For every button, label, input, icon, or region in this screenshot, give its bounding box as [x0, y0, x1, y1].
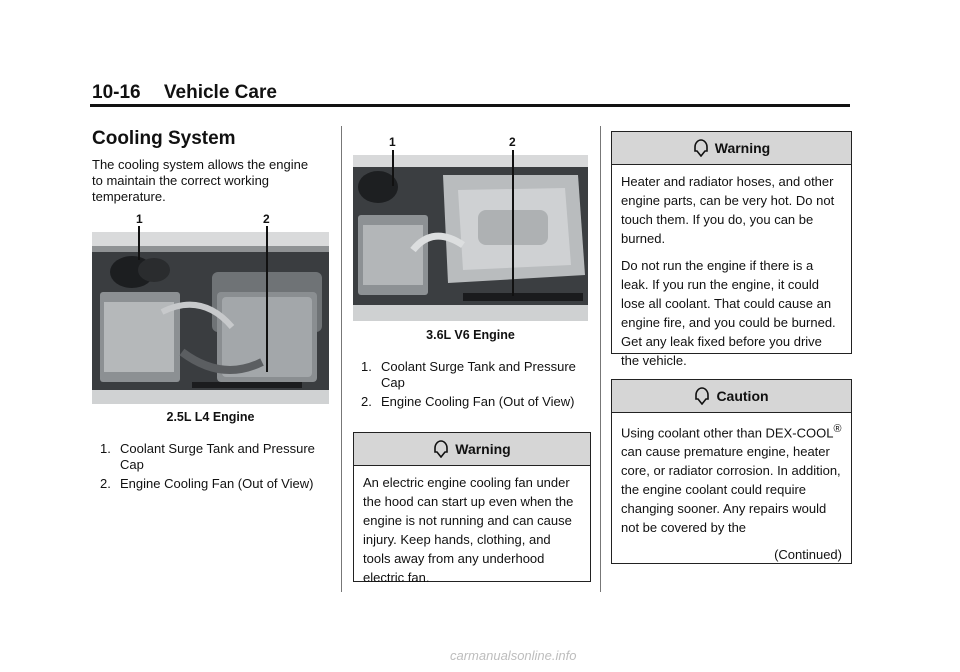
caution-box-header — [612, 380, 851, 413]
continued-label: (Continued) — [774, 547, 842, 563]
warning-box-header — [354, 433, 590, 466]
caution-text-end: can cause premature engine, heater core, or radiator corrosion. In addition, the engine coolant could require changing sooner. Any repairs would not be covered by the — [621, 444, 841, 536]
warning-box-header — [612, 132, 851, 165]
caution-icon — [694, 387, 710, 405]
figure-caption-2-5l: 2.5L L4 Engine — [166, 410, 255, 424]
list-item-text: Coolant Surge Tank and Pressure Cap — [120, 441, 315, 472]
header-rule — [90, 104, 850, 107]
warning-icon — [433, 440, 449, 458]
warning-box-fan — [353, 432, 591, 585]
intro-paragraph: The cooling system allows the engine to maintain the correct working temperature. — [92, 157, 309, 204]
registered-mark: ® — [833, 423, 842, 435]
warning-box-hot-parts — [611, 131, 852, 368]
warning-title: Warning — [455, 441, 511, 457]
list-item — [92, 441, 317, 473]
callout-2-leader — [512, 150, 514, 296]
legend-list-2-5l — [92, 441, 317, 495]
callout-1: 1 — [136, 212, 143, 226]
list-item-number: 1. — [361, 359, 372, 374]
warning-title: Warning — [714, 140, 771, 156]
section-title: Cooling System — [92, 128, 236, 149]
watermark-text: carmanualsonline.info — [450, 648, 577, 663]
column-divider-1 — [341, 126, 342, 592]
list-item-text: Coolant Surge Tank and Pressure Cap — [381, 359, 576, 390]
list-item-text: Engine Cooling Fan (Out of View) — [120, 476, 314, 491]
warning-paragraph-1: Heater and radiator hoses, and other engine parts, can be very hot. Do not touch them. If you do, you can be burned. — [621, 174, 835, 246]
section-name: Vehicle Care — [163, 82, 277, 103]
engine-image-3-6l — [353, 155, 588, 321]
list-item-number: 1. — [100, 441, 111, 456]
caution-text — [621, 420, 842, 537]
callout-2: 2 — [263, 212, 270, 226]
list-item — [353, 394, 578, 410]
figure-caption-3-6l: 3.6L V6 Engine — [426, 328, 515, 342]
legend-list-3-6l — [353, 359, 578, 413]
list-item-number: 2. — [361, 394, 372, 409]
page-header — [92, 82, 277, 104]
list-item — [92, 476, 317, 492]
warning-text: An electric engine cooling fan under the hood can start up even when the engine is not running and can cause injury. Keep hands, clothing, and tools away from any underhood electric fan. — [363, 475, 574, 585]
column-divider-2 — [600, 126, 601, 592]
caution-title: Caution — [716, 388, 769, 404]
callout-2-leader — [266, 226, 268, 372]
callout-1-leader — [392, 150, 394, 186]
callout-1-leader — [138, 226, 140, 260]
warning-icon — [693, 139, 709, 157]
callout-2: 2 — [509, 135, 516, 149]
warning-paragraph-2: Do not run the engine if there is a leak. If you run the engine, it could lose all coolant. That could cause an engine fire, and you could be burned. Get any leak fixed before you drive the vehicle. — [621, 258, 836, 368]
list-item-number: 2. — [100, 476, 111, 491]
caution-text-start: Using coolant other than DEX-COOL — [621, 425, 834, 441]
list-item — [353, 359, 578, 391]
engine-bay-illustration — [353, 155, 588, 321]
callout-1: 1 — [389, 135, 396, 149]
page-number: 10-16 — [92, 82, 141, 103]
engine-image-2-5l — [92, 232, 329, 404]
list-item-text: Engine Cooling Fan (Out of View) — [381, 394, 575, 409]
engine-bay-illustration — [92, 232, 329, 404]
caution-box-coolant — [611, 379, 852, 564]
